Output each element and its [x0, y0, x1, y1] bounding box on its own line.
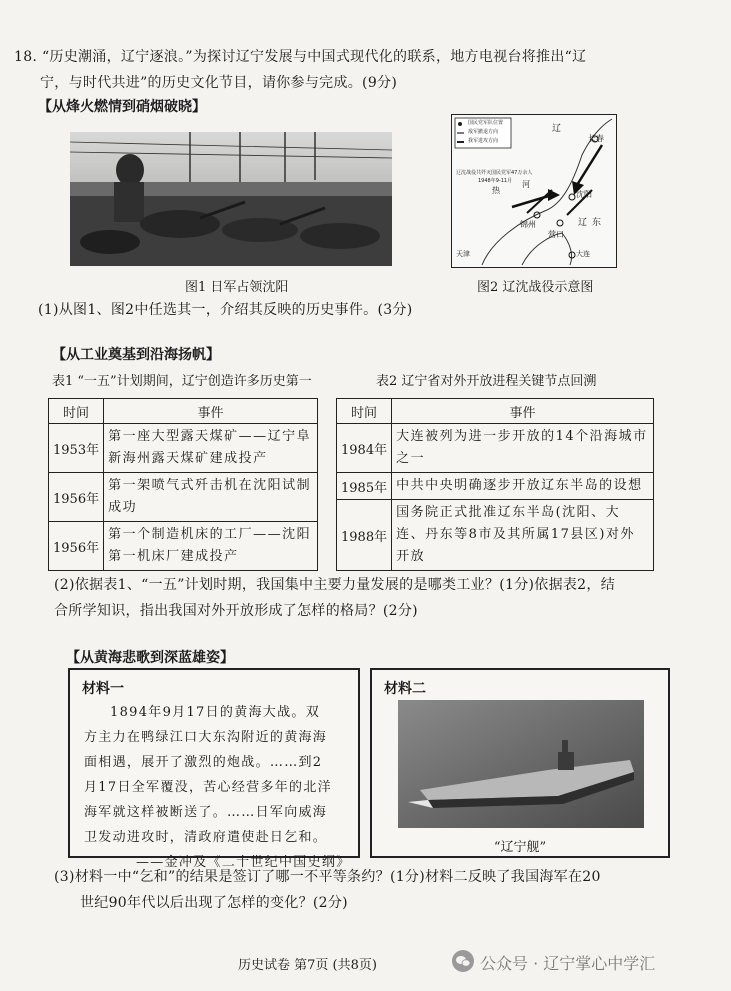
page-footer: 历史试卷 第7页 (共8页): [238, 958, 377, 973]
table1-cell-event: 第一座大型露天煤矿——辽宁阜新海州露天煤矿建成投产: [104, 424, 318, 473]
sub-question-2: [54, 572, 714, 624]
question-intro: [14, 44, 724, 96]
table-row: [337, 500, 654, 571]
map-place-shenyang: 沈阳: [576, 190, 592, 199]
material1-box: [68, 668, 360, 870]
table1-cell-year: 1956年: [49, 473, 104, 522]
map-legend-item-2: 敌军撤退方向: [468, 129, 499, 135]
question-intro-line2: 宁，与时代共进”的历史文化节目，请你参与完成。(9分): [40, 75, 398, 91]
material1-title: 材料一: [82, 681, 124, 697]
table2-cell-year: 1988年: [337, 500, 392, 571]
table-row: [49, 522, 318, 571]
wechat-icon: [452, 950, 474, 972]
section2-heading: 【从工业奠基到沿海扬帆】: [52, 347, 220, 363]
material1-body: [84, 700, 351, 875]
material1-line5: 海军就这样被断送了。……日军向威海: [84, 805, 328, 820]
table-row: [337, 473, 654, 500]
table1-cell-year: 1956年: [49, 522, 104, 571]
table2-header-row: [337, 399, 654, 424]
map-place-liao: 辽: [552, 124, 562, 134]
table2-cell-year: 1984年: [337, 424, 392, 473]
wechat-icon-glyph: [452, 950, 474, 972]
map-place-dalian: 大连: [576, 250, 590, 258]
table1-header-row: [49, 399, 318, 424]
section1-heading: 【从烽火燃情到硝烟破晓】: [38, 99, 206, 115]
sub-question-2-line2: 合所学知识，指出我国对外开放形成了怎样的格局？(2分): [54, 603, 418, 619]
table1-cell-event: 第一架喷气式歼击机在沈阳试制成功: [104, 473, 318, 522]
sub-question-2-line1: (2)依据表1、“一五”计划时期，我国集中主要力量发展的是哪类工业？(1分)依据表2，结: [54, 577, 615, 593]
map-place-he: 河: [522, 180, 530, 189]
table-row: [49, 473, 318, 522]
table2-header-event: 事件: [392, 399, 654, 424]
map-place-jinzhou: 锦州: [520, 220, 536, 229]
table1-caption: 表1 “一五”计划期间，辽宁创造许多历史第一: [52, 374, 312, 389]
table1-header-time: 时间: [49, 399, 104, 424]
material1-line1: 1894年9月17日的黄海大战。双: [110, 705, 320, 720]
table2-cell-event: 中共中央明确逐步开放辽东半岛的设想: [392, 473, 654, 500]
figure1-scene: [70, 132, 392, 266]
table-row: [49, 424, 318, 473]
map-title: [456, 169, 532, 185]
sub-question-3-line2: 世纪90年代以后出现了怎样的变化？(2分): [80, 895, 348, 911]
question-number: 18.: [14, 49, 38, 65]
watermark: 公众号 · 辽宁掌心中学汇: [480, 954, 656, 973]
map-place-dong: 东: [592, 218, 602, 228]
map-title-line1: 辽沈战役共歼灭国民党军47万余人: [456, 170, 533, 176]
table1: [48, 398, 318, 571]
map-legend: [468, 119, 503, 146]
figure2-caption: 图2 辽沈战役示意图: [477, 280, 594, 295]
map-legend-item-1: 国民党军队位置: [468, 120, 504, 126]
figure1-caption: 图1 日军占领沈阳: [185, 280, 289, 295]
sub-question-3-line1: (3)材料一中“乞和”的结果是签订了哪一不平等条约？(1分)材料二反映了我国海军在20: [54, 869, 601, 885]
table2: [336, 398, 654, 571]
table1-cell-event: 第一个制造机床的工厂——沈阳第一机床厂建成投产: [104, 522, 318, 571]
table1-header-event: 事件: [104, 399, 318, 424]
map-title-line2: 1948年9-11月: [478, 178, 513, 184]
material2-box: [370, 668, 670, 858]
sub-question-3: [54, 864, 714, 916]
map-place-liao2: 辽: [578, 218, 588, 228]
material2-caption: “辽宁舰”: [493, 840, 547, 855]
material1-source: ——金冲及《二十世纪中国史纲》: [136, 855, 351, 870]
section3-heading: 【从黄海悲歌到深蓝雄姿】: [66, 650, 234, 666]
figure2-map: [451, 114, 617, 268]
material1-line6: 卫发动进攻时，清政府遣使赴日乞和。: [84, 830, 328, 845]
table2-cell-event: 国务院正式批准辽东半岛(沈阳、大连、丹东等8市及其所属17县区)对外开放: [392, 500, 654, 571]
map-place-tianjin: 天津: [456, 250, 470, 258]
table1-cell-year: 1953年: [49, 424, 104, 473]
material2-photo: [398, 700, 644, 828]
map-place-re: 热: [492, 186, 500, 195]
aircraft-carrier-photo: [398, 700, 644, 828]
material1-line3: 面相遇，展开了激烈的炮战。……到2: [84, 755, 323, 770]
map-place-yingkou: 营口: [548, 230, 564, 239]
material2-title: 材料二: [384, 681, 426, 697]
material1-line4: 月17日全军覆没，苦心经营多年的北洋: [84, 780, 332, 795]
question-intro-line1: “历史潮涌，辽宁逐浪。”为探讨辽宁发展与中国式现代化的联系，地方电视台将推出“辽: [41, 49, 587, 65]
table-row: [337, 424, 654, 473]
material1-line2: 方主力在鸭绿江口大东沟附近的黄海海: [84, 730, 328, 745]
table2-cell-event: 大连被列为进一步开放的14个沿海城市之一: [392, 424, 654, 473]
table2-cell-year: 1985年: [337, 473, 392, 500]
table2-header-time: 时间: [337, 399, 392, 424]
figure1-photo: [70, 132, 392, 266]
map-legend-item-3: 我军进攻方向: [468, 138, 499, 144]
sub-question-1: (1)从图1、图2中任选其一，介绍其反映的历史事件。(3分): [38, 302, 413, 318]
map-place-changchun: 长春: [588, 134, 604, 143]
table2-caption: 表2 辽宁省对外开放进程关键节点回溯: [376, 374, 597, 389]
